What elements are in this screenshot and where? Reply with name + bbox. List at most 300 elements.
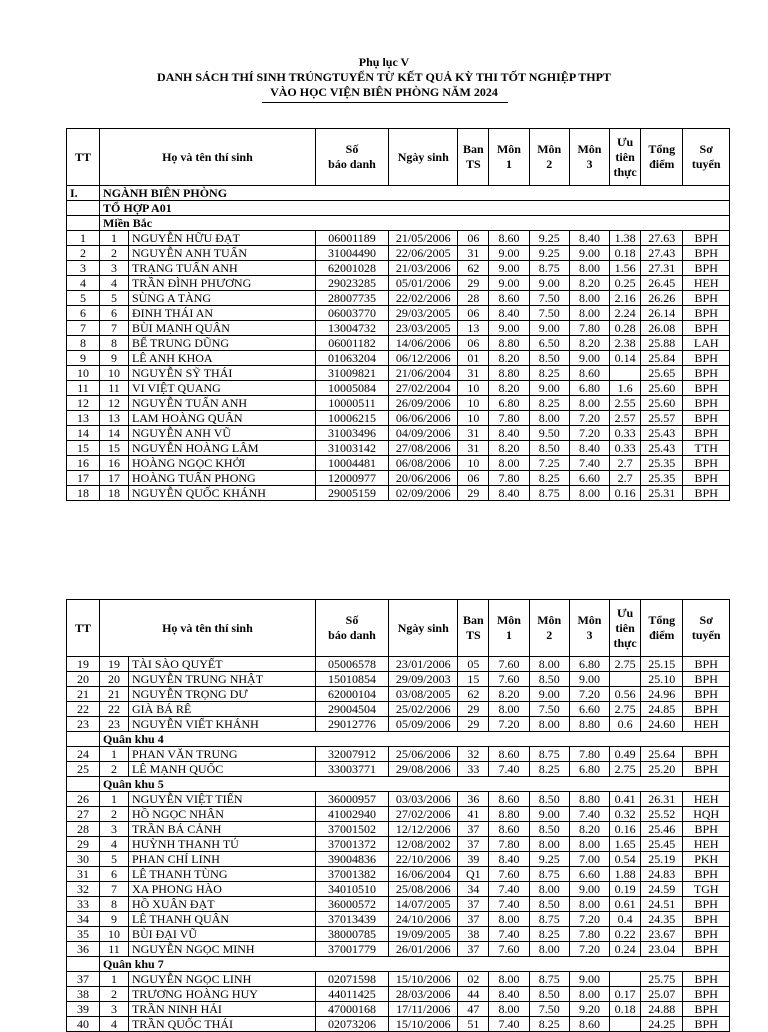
cell-so-bao-danh: 02071598 [315,972,388,987]
table-row [67,471,730,486]
cell-stt: 23 [100,717,129,732]
cell-stt: 1 [100,231,129,246]
cell-ho-ten: PHAN CHÍ LINH [128,852,315,867]
cell-so-bao-danh: 01063204 [315,351,388,366]
cell-so-bao-danh: 36000957 [315,792,388,807]
cell-so-bao-danh: 31004490 [315,246,388,261]
subsection-row [67,216,730,231]
cell-mon-3: 9.00 [569,246,609,261]
cell-stt: 12 [100,396,129,411]
cell-tong-diem: 24.96 [641,687,683,702]
header-tong: Tổng điểm [641,129,683,186]
cell-stt: 1 [100,972,129,987]
cell-ban-ts: 31 [458,246,489,261]
cell-so-tuyen: BPH [683,366,730,381]
cell-tong-diem: 25.60 [641,381,683,396]
cell-tt: 20 [67,672,100,687]
cell-tt: 3 [67,261,100,276]
cell-tong-diem: 25.57 [641,411,683,426]
cell-so-tuyen: TGH [683,882,730,897]
cell-ban-ts: 06 [458,336,489,351]
cell-uu-tien: 0.41 [610,792,641,807]
cell-mon-2: 8.50 [529,672,569,687]
cell-mon-1: 9.00 [489,261,529,276]
cell-ngay-sinh: 29/08/2006 [389,762,458,777]
cell-ngay-sinh: 21/05/2006 [389,231,458,246]
cell-ngay-sinh: 15/10/2006 [389,1017,458,1032]
cell-mon-1: 7.60 [489,657,529,672]
header-tong: Tổng điểm [641,600,683,657]
cell-mon-3: 8.80 [569,792,609,807]
header-row [67,600,730,657]
cell-mon-3: 6.80 [569,762,609,777]
cell-uu-tien: 1.56 [610,261,641,276]
cell-mon-2: 8.75 [529,867,569,882]
cell-so-bao-danh: 31003142 [315,441,388,456]
cell-ban-ts: 13 [458,321,489,336]
cell-ho-ten: TRẦN BÁ CẢNH [128,822,315,837]
cell-ho-ten: TRƯƠNG HOÀNG HUY [128,987,315,1002]
header-ban: Ban TS [458,129,489,186]
cell-ho-ten: LÊ ANH KHOA [128,351,315,366]
cell-so-tuyen: BPH [683,822,730,837]
cell-so-tuyen: BPH [683,231,730,246]
cell-tong-diem: 23.67 [641,927,683,942]
cell-tong-diem: 27.31 [641,261,683,276]
cell-so-bao-danh: 62001028 [315,261,388,276]
cell-so-bao-danh: 10004481 [315,456,388,471]
cell-ban-ts: 01 [458,351,489,366]
table-row [67,972,730,987]
cell-stt: 13 [100,411,129,426]
cell-uu-tien: 0.18 [610,1002,641,1017]
cell-so-tuyen: BPH [683,897,730,912]
section-label: NGÀNH BIÊN PHÒNG [100,186,730,201]
cell-ngay-sinh: 17/11/2006 [389,1002,458,1017]
cell-ban-ts: 10 [458,396,489,411]
cell-tt: 9 [67,351,100,366]
cell-uu-tien: 1.65 [610,837,641,852]
header-row [67,129,730,186]
cell-so-bao-danh: 29023285 [315,276,388,291]
cell-ho-ten: LÊ MẠNH QUỐC [128,762,315,777]
cell-ngay-sinh: 23/03/2005 [389,321,458,336]
table-row [67,852,730,867]
cell-ho-ten: HOÀNG NGỌC KHỞI [128,456,315,471]
table-row [67,987,730,1002]
cell-so-tuyen: BPH [683,1002,730,1017]
section-label: Quân khu 5 [100,777,730,792]
cell-ban-ts: 36 [458,792,489,807]
cell-ho-ten: GIÀ BÁ RÊ [128,702,315,717]
header-mon1: Môn 1 [489,129,529,186]
cell-mon-3: 8.60 [569,1017,609,1032]
cell-tong-diem: 25.35 [641,456,683,471]
cell-mon-1: 8.00 [489,912,529,927]
cell-ngay-sinh: 29/03/2005 [389,306,458,321]
cell-uu-tien: 2.75 [610,657,641,672]
cell-mon-3: 8.00 [569,897,609,912]
cell-ngay-sinh: 22/02/2006 [389,291,458,306]
cell-ban-ts: 31 [458,366,489,381]
cell-uu-tien: 0.24 [610,942,641,957]
cell-ngay-sinh: 14/06/2006 [389,336,458,351]
cell-tong-diem: 27.63 [641,231,683,246]
cell-so-bao-danh: 31003496 [315,426,388,441]
cell-ngay-sinh: 26/01/2006 [389,942,458,957]
cell-mon-3: 7.80 [569,927,609,942]
cell-mon-1: 9.00 [489,276,529,291]
cell-ho-ten: LÊ THANH TÙNG [128,867,315,882]
cell-mon-3: 9.00 [569,351,609,366]
cell-uu-tien: 0.61 [610,897,641,912]
cell-uu-tien: 0.49 [610,747,641,762]
cell-stt: 8 [100,336,129,351]
table-row [67,351,730,366]
cell-uu-tien: 0.4 [610,912,641,927]
cell-ngay-sinh: 27/02/2004 [389,381,458,396]
table-row [67,366,730,381]
section-label: Quân khu 7 [100,957,730,972]
cell-uu-tien: 0.25 [610,276,641,291]
table-row [67,702,730,717]
cell-ngay-sinh: 26/09/2006 [389,396,458,411]
cell-mon-3: 8.00 [569,396,609,411]
cell-ngay-sinh: 25/06/2006 [389,747,458,762]
header-name: Họ và tên thí sinh [100,600,316,657]
cell-mon-2: 8.50 [529,441,569,456]
cell-stt: 1 [100,792,129,807]
cell-stt: 11 [100,942,129,957]
cell-so-tuyen: BPH [683,687,730,702]
cell-so-bao-danh: 41002940 [315,807,388,822]
cell-so-tuyen: BPH [683,426,730,441]
cell-mon-2: 9.00 [529,321,569,336]
cell-mon-3: 8.20 [569,336,609,351]
cell-mon-2: 8.00 [529,411,569,426]
cell-ngay-sinh: 21/03/2006 [389,261,458,276]
cell-mon-3: 7.20 [569,942,609,957]
cell-so-bao-danh: 44011425 [315,987,388,1002]
header-mon1: Môn 1 [489,600,529,657]
cell-ho-ten: LAM HOÀNG QUÂN [128,411,315,426]
cell-mon-1: 7.40 [489,762,529,777]
cell-ban-ts: 32 [458,747,489,762]
cell-mon-1: 7.40 [489,897,529,912]
cell-tt: 14 [67,426,100,441]
cell-mon-3: 6.80 [569,381,609,396]
cell-tt: 4 [67,276,100,291]
cell-tong-diem: 25.10 [641,672,683,687]
cell-mon-3: 7.20 [569,411,609,426]
header-sbd: Số báo danh [315,129,388,186]
table-row [67,837,730,852]
cell-mon-3: 6.60 [569,471,609,486]
cell-ho-ten: HỒ NGỌC NHÂN [128,807,315,822]
table-row [67,486,730,501]
cell-mon-1: 8.60 [489,231,529,246]
cell-ngay-sinh: 05/09/2006 [389,717,458,732]
cell-ngay-sinh: 27/02/2006 [389,807,458,822]
candidates-table-1 [66,128,730,501]
cell-uu-tien: 0.22 [610,927,641,942]
cell-mon-2: 9.25 [529,231,569,246]
cell-ngay-sinh: 25/08/2006 [389,882,458,897]
cell-mon-1: 8.60 [489,792,529,807]
cell-so-bao-danh: 33003771 [315,762,388,777]
cell-ho-ten: NGUYỄN HỮU ĐẠT [128,231,315,246]
cell-so-bao-danh: 34010510 [315,882,388,897]
cell-so-tuyen: TTH [683,441,730,456]
table-row [67,672,730,687]
cell-uu-tien: 2.24 [610,306,641,321]
cell-ban-ts: 10 [458,381,489,396]
cell-mon-2: 8.00 [529,942,569,957]
cell-stt: 19 [100,657,129,672]
cell-so-bao-danh: 32007912 [315,747,388,762]
cell-stt: 3 [100,1002,129,1017]
cell-uu-tien: 2.55 [610,396,641,411]
cell-mon-2: 8.50 [529,351,569,366]
cell-ho-ten: TÀI SÀO QUYẾT [128,657,315,672]
cell-mon-2: 8.75 [529,912,569,927]
cell-tong-diem: 25.75 [641,972,683,987]
cell-ho-ten: BẾ TRUNG DŨNG [128,336,315,351]
cell-uu-tien: 0.16 [610,486,641,501]
cell-so-bao-danh: 15010854 [315,672,388,687]
cell-mon-3: 7.80 [569,321,609,336]
table-row [67,717,730,732]
cell-stt: 7 [100,321,129,336]
cell-mon-1: 8.00 [489,456,529,471]
table-row [67,687,730,702]
cell-uu-tien: 0.33 [610,441,641,456]
cell-so-tuyen: BPH [683,702,730,717]
cell-ban-ts: 37 [458,912,489,927]
cell-tt: 12 [67,396,100,411]
cell-stt: 1 [100,747,129,762]
subsection-row [67,957,730,972]
cell-mon-3: 9.20 [569,1002,609,1017]
cell-tong-diem: 25.52 [641,807,683,822]
cell-mon-2: 9.25 [529,852,569,867]
cell-mon-2: 8.00 [529,657,569,672]
cell-tong-diem: 25.19 [641,852,683,867]
cell-ngay-sinh: 14/07/2005 [389,897,458,912]
header-mon2: Môn 2 [529,129,569,186]
cell-mon-2: 7.50 [529,702,569,717]
cell-ban-ts: 44 [458,987,489,1002]
cell-mon-1: 9.00 [489,246,529,261]
cell-ho-ten: HỒ XUÂN ĐẠT [128,897,315,912]
cell-tong-diem: 25.84 [641,351,683,366]
table-row [67,426,730,441]
cell-tt: 15 [67,441,100,456]
cell-ho-ten: PHAN VĂN TRUNG [128,747,315,762]
cell-mon-2: 8.25 [529,1017,569,1032]
cell-tong-diem: 25.64 [641,747,683,762]
cell-mon-1: 8.80 [489,807,529,822]
table-row [67,306,730,321]
cell-so-tuyen: BPH [683,747,730,762]
cell-ban-ts: 41 [458,807,489,822]
cell-ngay-sinh: 04/09/2006 [389,426,458,441]
cell-ngay-sinh: 20/06/2006 [389,471,458,486]
cell-so-bao-danh: 29005159 [315,486,388,501]
cell-mon-1: 7.40 [489,927,529,942]
cell-tong-diem: 24.35 [641,912,683,927]
cell-ngay-sinh: 12/08/2002 [389,837,458,852]
cell-mon-1: 8.60 [489,291,529,306]
cell-mon-1: 7.80 [489,411,529,426]
cell-ban-ts: 15 [458,672,489,687]
cell-uu-tien [610,972,641,987]
section-number: I. [67,186,100,201]
cell-tt: 31 [67,867,100,882]
cell-ngay-sinh: 22/10/2006 [389,852,458,867]
cell-stt: 10 [100,366,129,381]
cell-tong-diem: 26.26 [641,291,683,306]
cell-ngay-sinh: 06/08/2006 [389,456,458,471]
cell-tt: 25 [67,762,100,777]
cell-stt: 9 [100,912,129,927]
cell-so-tuyen: BPH [683,987,730,1002]
cell-mon-2: 9.00 [529,276,569,291]
cell-ngay-sinh: 29/09/2003 [389,672,458,687]
cell-mon-1: 8.00 [489,702,529,717]
cell-tong-diem: 24.51 [641,897,683,912]
cell-uu-tien: 0.14 [610,351,641,366]
cell-ban-ts: 62 [458,687,489,702]
cell-tt: 13 [67,411,100,426]
cell-ban-ts: 37 [458,837,489,852]
cell-tt: 40 [67,1017,100,1032]
cell-ban-ts: 29 [458,717,489,732]
cell-stt: 16 [100,456,129,471]
cell-mon-1: 8.20 [489,351,529,366]
cell-ho-ten: NGUYỄN ANH VŨ [128,426,315,441]
cell-ho-ten: NGUYỄN QUỐC KHÁNH [128,486,315,501]
cell-tt: 26 [67,792,100,807]
header-dob: Ngày sinh [389,129,458,186]
cell-mon-1: 7.60 [489,942,529,957]
cell-mon-2: 8.75 [529,747,569,762]
section-label: TỔ HỢP A01 [100,201,730,216]
cell-ho-ten: HOÀNG TUẤN PHONG [128,471,315,486]
cell-tong-diem: 25.35 [641,471,683,486]
cell-tt: 11 [67,381,100,396]
cell-so-tuyen: BPH [683,411,730,426]
cell-mon-1: 8.00 [489,972,529,987]
cell-so-tuyen: HQH [683,807,730,822]
cell-so-tuyen: BPH [683,942,730,957]
cell-so-tuyen: BPH [683,351,730,366]
table-row [67,822,730,837]
header-tt: TT [67,600,100,657]
cell-tt: 8 [67,336,100,351]
cell-mon-3: 8.00 [569,291,609,306]
cell-mon-2: 9.50 [529,426,569,441]
cell-so-bao-danh: 38000785 [315,927,388,942]
cell-so-bao-danh: 02073206 [315,1017,388,1032]
cell-tt: 17 [67,471,100,486]
cell-tt: 39 [67,1002,100,1017]
cell-ho-ten: NGUYỄN VIẾT KHÁNH [128,717,315,732]
cell-tt: 24 [67,747,100,762]
header-mon3: Môn 3 [569,129,609,186]
cell-tt: 37 [67,972,100,987]
cell-mon-1: 6.80 [489,396,529,411]
cell-mon-1: 8.80 [489,336,529,351]
cell-mon-2: 9.25 [529,246,569,261]
cell-tt: 21 [67,687,100,702]
cell-mon-1: 7.80 [489,837,529,852]
table-row [67,762,730,777]
cell-stt: 17 [100,471,129,486]
cell-so-tuyen: BPH [683,381,730,396]
cell-tt: 10 [67,366,100,381]
table-row [67,276,730,291]
table-row [67,927,730,942]
cell-ban-ts: 34 [458,882,489,897]
cell-stt: 4 [100,837,129,852]
cell-uu-tien: 2.57 [610,411,641,426]
cell-so-tuyen: BPH [683,762,730,777]
section-number [67,216,100,231]
cell-mon-3: 6.60 [569,867,609,882]
cell-ngay-sinh: 21/06/2004 [389,366,458,381]
cell-uu-tien: 2.16 [610,291,641,306]
cell-tt: 2 [67,246,100,261]
cell-mon-1: 7.60 [489,672,529,687]
table-row [67,897,730,912]
cell-so-tuyen: HEH [683,717,730,732]
cell-mon-3: 8.00 [569,987,609,1002]
cell-so-tuyen: BPH [683,471,730,486]
cell-mon-3: 8.80 [569,717,609,732]
section-number [67,777,100,792]
cell-tong-diem: 25.15 [641,657,683,672]
cell-stt: 14 [100,426,129,441]
table-row [67,441,730,456]
cell-so-bao-danh: 06001189 [315,231,388,246]
cell-ngay-sinh: 15/10/2006 [389,972,458,987]
cell-mon-3: 8.00 [569,306,609,321]
cell-so-bao-danh: 47000168 [315,1002,388,1017]
cell-mon-1: 8.40 [489,426,529,441]
cell-uu-tien: 2.75 [610,702,641,717]
cell-so-tuyen: BPH [683,927,730,942]
cell-so-tuyen: BPH [683,291,730,306]
cell-uu-tien: 0.19 [610,882,641,897]
header-dob: Ngày sinh [389,600,458,657]
cell-tong-diem: 24.88 [641,1002,683,1017]
cell-so-bao-danh: 06001182 [315,336,388,351]
cell-so-tuyen: PKH [683,852,730,867]
cell-ngay-sinh: 06/12/2006 [389,351,458,366]
cell-stt: 4 [100,276,129,291]
cell-mon-2: 8.50 [529,792,569,807]
cell-ho-ten: SÙNG A TÀNG [128,291,315,306]
cell-mon-2: 8.50 [529,822,569,837]
cell-mon-3: 8.00 [569,486,609,501]
cell-mon-3: 8.20 [569,276,609,291]
cell-ho-ten: NGUYỄN NGỌC LINH [128,972,315,987]
cell-stt: 2 [100,987,129,1002]
cell-ho-ten: NGUYỄN SỸ THÁI [128,366,315,381]
cell-ban-ts: 31 [458,426,489,441]
cell-mon-2: 8.25 [529,366,569,381]
